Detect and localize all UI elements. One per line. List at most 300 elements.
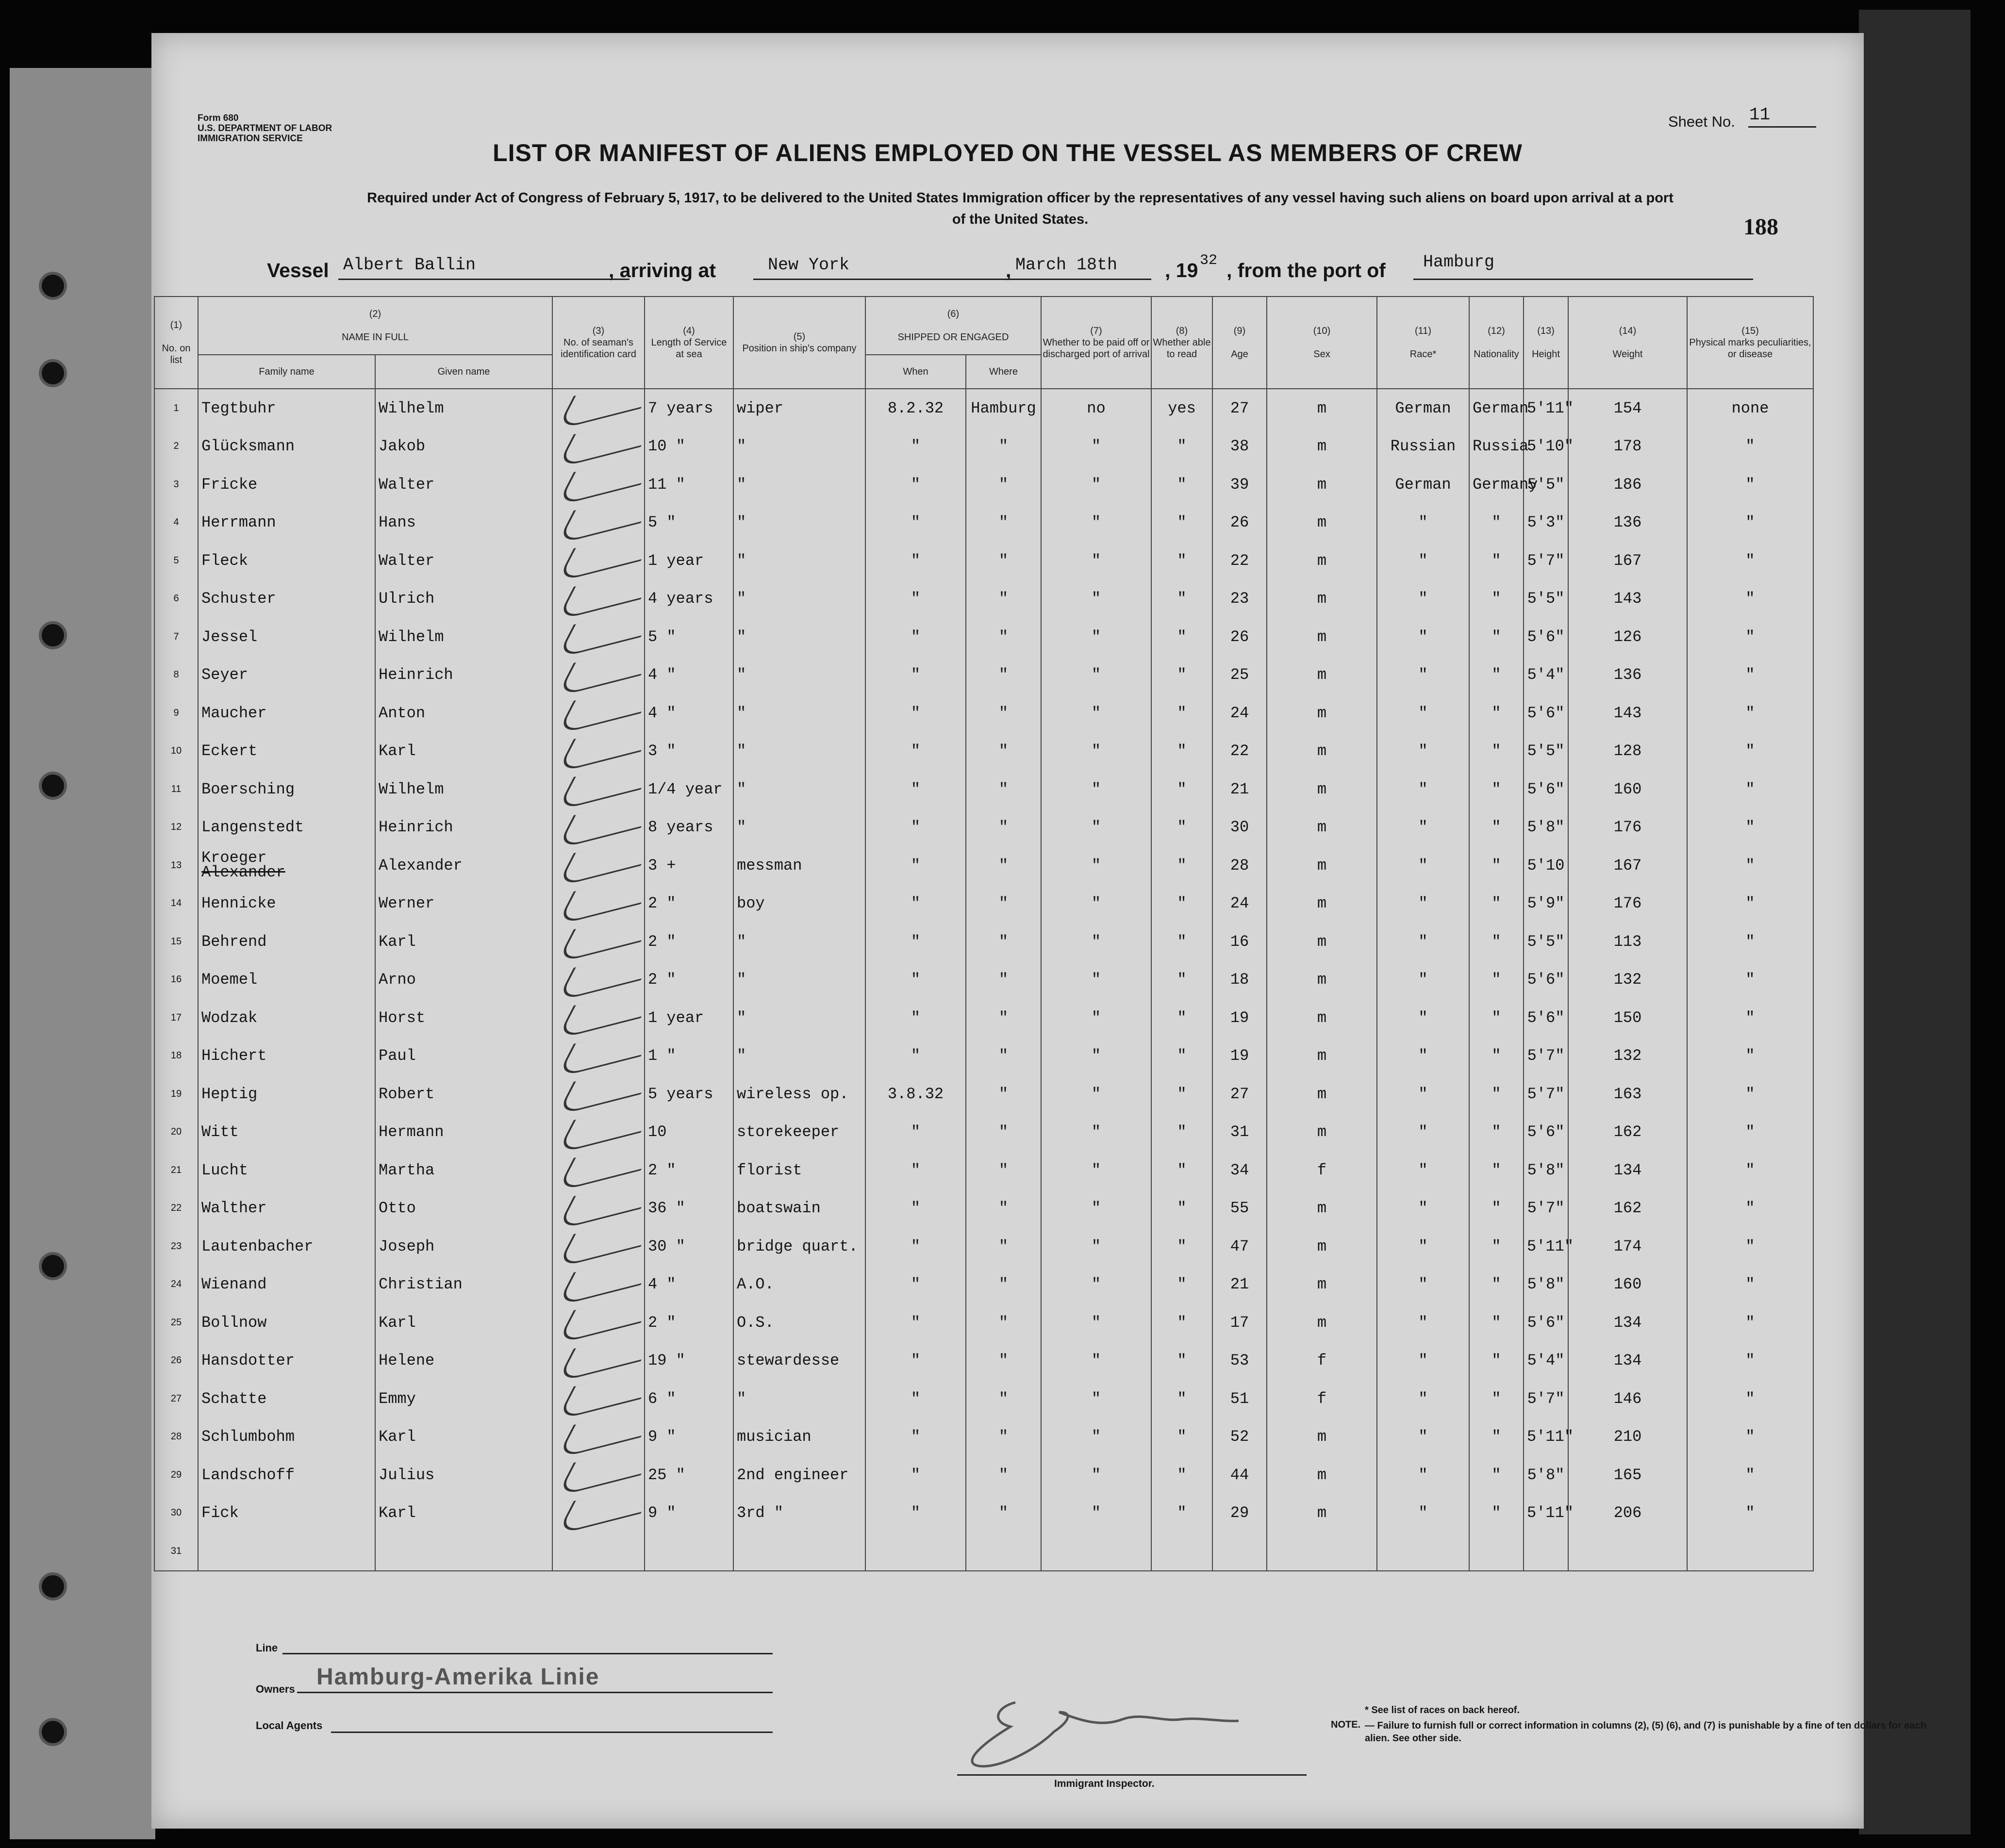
cell-weight: 167: [1568, 846, 1687, 885]
cell-height: 5'11": [1524, 1418, 1568, 1456]
cell-race: ": [1377, 1456, 1469, 1494]
cell-position: ": [733, 618, 865, 656]
comma-separator: ,: [1006, 259, 1011, 281]
punch-hole: [39, 772, 67, 800]
cell-sex: m: [1267, 694, 1377, 732]
cell-where: ": [966, 618, 1041, 656]
cell-id-card: [552, 1494, 645, 1533]
cell-when: ": [865, 808, 966, 847]
cell-height: 5'7": [1524, 542, 1568, 580]
cell-where: ": [966, 1380, 1041, 1418]
cell-given: Hermann: [375, 1113, 552, 1152]
cell-marks: none: [1687, 389, 1813, 428]
cell-when: ": [865, 732, 966, 771]
cell-paid: ": [1041, 1456, 1151, 1494]
cell-read: ": [1151, 1037, 1212, 1075]
cell-when: 3.8.32: [865, 1075, 966, 1113]
cell-marks: ": [1687, 923, 1813, 961]
table-row: [154, 1494, 1813, 1533]
cell-where: [966, 1532, 1041, 1571]
cell-paid: ": [1041, 732, 1151, 771]
cell-height: 5'7": [1524, 1075, 1568, 1113]
cell-given: Walter: [375, 465, 552, 504]
cell-sex: m: [1267, 1075, 1377, 1113]
cell-when: ": [865, 1227, 966, 1266]
page-title: LIST OR MANIFEST OF ALIENS EMPLOYED ON THE VESSEL AS MEMBERS OF CREW: [493, 139, 1523, 166]
cell-paid: ": [1041, 1380, 1151, 1418]
cell-family: Hennicke: [198, 885, 375, 923]
table-row: [154, 1075, 1813, 1113]
cell-service: 36 ": [645, 1189, 733, 1228]
cell-given: Heinrich: [375, 808, 552, 847]
cell-height: 5'8": [1524, 1151, 1568, 1189]
cell-nationality: ": [1469, 1075, 1524, 1113]
cell-position: ": [733, 732, 865, 771]
cell-when: ": [865, 1456, 966, 1494]
cell-paid: ": [1041, 1037, 1151, 1075]
header-where: Where: [966, 355, 1041, 389]
header-given-name: Given name: [375, 355, 552, 389]
arriving-label: , arriving at: [609, 259, 716, 281]
cell-weight: [1568, 1532, 1687, 1571]
cell-service: 9 ": [645, 1418, 733, 1456]
cell-given: Hans: [375, 504, 552, 542]
cell-no: 21: [154, 1151, 198, 1189]
cell-given: Wilhelm: [375, 389, 552, 428]
cell-where: Hamburg: [966, 389, 1041, 428]
cell-position: ": [733, 465, 865, 504]
cell-service: 11 ": [645, 465, 733, 504]
cell-given: Horst: [375, 999, 552, 1037]
cell-where: ": [966, 732, 1041, 771]
cell-service: 2 ": [645, 1304, 733, 1342]
cell-weight: 136: [1568, 656, 1687, 694]
cell-service: 2 ": [645, 1151, 733, 1189]
cell-height: 5'3": [1524, 504, 1568, 542]
cell-position: 3rd ": [733, 1494, 865, 1533]
cell-no: 28: [154, 1418, 198, 1456]
cell-race: [1377, 1532, 1469, 1571]
cell-service: 10 ": [645, 428, 733, 466]
header-weight: (14) Weight: [1568, 297, 1687, 389]
cell-where: ": [966, 465, 1041, 504]
cell-position: ": [733, 923, 865, 961]
cell-height: 5'6": [1524, 618, 1568, 656]
cell-weight: 176: [1568, 885, 1687, 923]
cell-weight: 162: [1568, 1189, 1687, 1228]
cell-when: [865, 1532, 966, 1571]
cell-family: Bollnow: [198, 1304, 375, 1342]
table-row: [154, 961, 1813, 999]
cell-position: ": [733, 999, 865, 1037]
cell-weight: 150: [1568, 999, 1687, 1037]
cell-where: ": [966, 1113, 1041, 1152]
cell-position: boy: [733, 885, 865, 923]
cell-sex: m: [1267, 1189, 1377, 1228]
table-row: [154, 1037, 1813, 1075]
cell-read: ": [1151, 694, 1212, 732]
cell-read: ": [1151, 580, 1212, 618]
cell-race: ": [1377, 1037, 1469, 1075]
cell-position: 2nd engineer: [733, 1456, 865, 1494]
cell-no: 30: [154, 1494, 198, 1533]
cell-nationality: Russia: [1469, 428, 1524, 466]
cell-no: 11: [154, 770, 198, 808]
cell-family: Fick: [198, 1494, 375, 1533]
cell-where: ": [966, 542, 1041, 580]
cell-nationality: ": [1469, 504, 1524, 542]
cell-sex: m: [1267, 1456, 1377, 1494]
cell-where: ": [966, 1342, 1041, 1380]
cell-height: 5'6": [1524, 999, 1568, 1037]
cell-race: ": [1377, 999, 1469, 1037]
cell-service: 2 ": [645, 923, 733, 961]
cell-family: Tegtbuhr: [198, 389, 375, 428]
cell-nationality: ": [1469, 1456, 1524, 1494]
cell-weight: 186: [1568, 465, 1687, 504]
header-age: (9) Age: [1212, 297, 1267, 389]
cell-read: ": [1151, 1113, 1212, 1152]
cell-when: ": [865, 1342, 966, 1380]
header-family-name: Family name: [198, 355, 375, 389]
cell-marks: ": [1687, 961, 1813, 999]
cell-paid: ": [1041, 1342, 1151, 1380]
cell-race: German: [1377, 389, 1469, 428]
cell-age: 26: [1212, 618, 1267, 656]
cell-where: ": [966, 1189, 1041, 1228]
cell-given: Werner: [375, 885, 552, 923]
cell-read: ": [1151, 1456, 1212, 1494]
cell-position: O.S.: [733, 1304, 865, 1342]
cell-marks: [1687, 1532, 1813, 1571]
cell-nationality: ": [1469, 846, 1524, 885]
cell-age: 26: [1212, 504, 1267, 542]
header-height: (13) Height: [1524, 297, 1568, 389]
cell-age: 31: [1212, 1113, 1267, 1152]
cell-position: A.O.: [733, 1266, 865, 1304]
cell-read: ": [1151, 732, 1212, 771]
punch-hole: [39, 1718, 67, 1746]
cell-given: Walter: [375, 542, 552, 580]
cell-paid: ": [1041, 656, 1151, 694]
cell-race: ": [1377, 1494, 1469, 1533]
cell-position: ": [733, 542, 865, 580]
cell-age: 39: [1212, 465, 1267, 504]
races-note: * See list of races on back hereof.: [1365, 1705, 1520, 1716]
cell-nationality: ": [1469, 542, 1524, 580]
cell-no: 24: [154, 1266, 198, 1304]
cell-service: 4 years: [645, 580, 733, 618]
owners-underline: [297, 1692, 773, 1693]
header-able-to-read: (8) Whether able to read: [1151, 297, 1212, 389]
cell-no: 17: [154, 999, 198, 1037]
cell-sex: m: [1267, 1113, 1377, 1152]
cell-race: ": [1377, 1266, 1469, 1304]
stamped-page-number: 188: [1743, 214, 1778, 240]
sheet-number-underline: [1748, 126, 1816, 128]
cell-family: Behrend: [198, 923, 375, 961]
cell-weight: 178: [1568, 428, 1687, 466]
cell-given: Karl: [375, 1418, 552, 1456]
cell-where: ": [966, 885, 1041, 923]
cell-height: [1524, 1532, 1568, 1571]
cell-age: 34: [1212, 1151, 1267, 1189]
cell-race: ": [1377, 504, 1469, 542]
cell-weight: 128: [1568, 732, 1687, 771]
cell-nationality: ": [1469, 1227, 1524, 1266]
cell-read: ": [1151, 999, 1212, 1037]
cell-service: 1 ": [645, 1037, 733, 1075]
cell-when: ": [865, 846, 966, 885]
cell-where: ": [966, 580, 1041, 618]
table-row: [154, 1227, 1813, 1266]
cell-nationality: ": [1469, 656, 1524, 694]
cell-age: 25: [1212, 656, 1267, 694]
cell-given: Christian: [375, 1266, 552, 1304]
cell-age: 30: [1212, 808, 1267, 847]
cell-paid: ": [1041, 1418, 1151, 1456]
punch-hole: [39, 621, 67, 649]
cell-service: 8 years: [645, 808, 733, 847]
cell-marks: ": [1687, 1189, 1813, 1228]
cell-nationality: Germany: [1469, 465, 1524, 504]
cell-no: 22: [154, 1189, 198, 1228]
cell-position: ": [733, 580, 865, 618]
cell-when: ": [865, 1494, 966, 1533]
cell-given: Heinrich: [375, 656, 552, 694]
cell-service: 19 ": [645, 1342, 733, 1380]
cell-sex: m: [1267, 618, 1377, 656]
cell-when: ": [865, 580, 966, 618]
header-when: When: [865, 355, 966, 389]
cell-height: 5'11": [1524, 1227, 1568, 1266]
cell-race: ": [1377, 923, 1469, 961]
inspector-signature: [957, 1693, 1258, 1770]
sheet-number-label: Sheet No.: [1668, 113, 1735, 130]
cell-sex: m: [1267, 846, 1377, 885]
cell-paid: ": [1041, 1113, 1151, 1152]
cell-read: yes: [1151, 389, 1212, 428]
cell-sex: m: [1267, 732, 1377, 771]
owners-label: Owners: [256, 1683, 295, 1695]
cell-paid: ": [1041, 1494, 1151, 1533]
cell-where: ": [966, 1456, 1041, 1494]
cell-when: ": [865, 885, 966, 923]
cell-sex: m: [1267, 428, 1377, 466]
cell-read: ": [1151, 542, 1212, 580]
cell-when: ": [865, 694, 966, 732]
cell-marks: ": [1687, 732, 1813, 771]
cell-age: 18: [1212, 961, 1267, 999]
table-row: [154, 1304, 1813, 1342]
arrival-underline: [753, 279, 1006, 280]
cell-nationality: ": [1469, 1342, 1524, 1380]
cell-nationality: ": [1469, 885, 1524, 923]
table-row: [154, 1151, 1813, 1189]
cell-family: Lucht: [198, 1151, 375, 1189]
cell-service: 5 ": [645, 504, 733, 542]
cell-marks: ": [1687, 428, 1813, 466]
cell-race: ": [1377, 1151, 1469, 1189]
cell-sex: m: [1267, 1304, 1377, 1342]
cell-height: 5'6": [1524, 770, 1568, 808]
cell-sex: m: [1267, 389, 1377, 428]
cell-service: 7 years: [645, 389, 733, 428]
cell-family: Fleck: [198, 542, 375, 580]
cell-marks: ": [1687, 1075, 1813, 1113]
cell-sex: m: [1267, 961, 1377, 999]
cell-marks: ": [1687, 1227, 1813, 1266]
cell-position: ": [733, 1037, 865, 1075]
cell-nationality: ": [1469, 999, 1524, 1037]
cell-position: ": [733, 656, 865, 694]
cell-sex: m: [1267, 465, 1377, 504]
cell-race: ": [1377, 618, 1469, 656]
scan-backing-right: [1859, 10, 1971, 1834]
cell-height: 5'8": [1524, 1266, 1568, 1304]
cell-service: 2 ": [645, 885, 733, 923]
inspector-underline: [957, 1774, 1307, 1776]
cell-position: florist: [733, 1151, 865, 1189]
cell-where: ": [966, 694, 1041, 732]
cell-nationality: ": [1469, 1304, 1524, 1342]
cell-family: Hansdotter: [198, 1342, 375, 1380]
header-list-number: (1) No. on list: [154, 297, 198, 389]
cell-nationality: ": [1469, 1266, 1524, 1304]
cell-read: ": [1151, 1075, 1212, 1113]
cell-service: 10: [645, 1113, 733, 1152]
cell-height: 5'6": [1524, 1113, 1568, 1152]
cell-marks: ": [1687, 1151, 1813, 1189]
cell-height: 5'10": [1524, 428, 1568, 466]
cell-weight: 174: [1568, 1227, 1687, 1266]
cell-no: 18: [154, 1037, 198, 1075]
vessel-underline: [338, 279, 630, 280]
cell-sex: m: [1267, 923, 1377, 961]
cell-race: ": [1377, 961, 1469, 999]
cell-position: ": [733, 694, 865, 732]
cell-position: wireless op.: [733, 1075, 865, 1113]
cell-nationality: ": [1469, 1189, 1524, 1228]
cell-where: ": [966, 1151, 1041, 1189]
cell-read: ": [1151, 656, 1212, 694]
cell-nationality: ": [1469, 618, 1524, 656]
cell-race: ": [1377, 1075, 1469, 1113]
cell-paid: ": [1041, 1075, 1151, 1113]
cell-age: 52: [1212, 1418, 1267, 1456]
cell-race: ": [1377, 885, 1469, 923]
cell-given: Karl: [375, 1304, 552, 1342]
cell-no: 16: [154, 961, 198, 999]
cell-sex: [1267, 1532, 1377, 1571]
cell-family: Boersching: [198, 770, 375, 808]
cell-marks: ": [1687, 1342, 1813, 1380]
cell-family: Heptig: [198, 1075, 375, 1113]
cell-race: Russian: [1377, 428, 1469, 466]
cell-age: 23: [1212, 580, 1267, 618]
cell-sex: m: [1267, 770, 1377, 808]
cell-marks: ": [1687, 1113, 1813, 1152]
table-row: [154, 580, 1813, 618]
cell-read: ": [1151, 923, 1212, 961]
cell-age: 16: [1212, 923, 1267, 961]
cell-read: ": [1151, 1494, 1212, 1533]
cell-position: ": [733, 428, 865, 466]
cell-when: ": [865, 1189, 966, 1228]
table-row: [154, 1342, 1813, 1380]
cell-age: 44: [1212, 1456, 1267, 1494]
cell-service: 4 ": [645, 1266, 733, 1304]
cell-given: Wilhelm: [375, 618, 552, 656]
table-row: [154, 656, 1813, 694]
cell-age: 51: [1212, 1380, 1267, 1418]
cell-family: Jessel: [198, 618, 375, 656]
cell-no: 9: [154, 694, 198, 732]
table-row: [154, 808, 1813, 847]
table-row: [154, 1189, 1813, 1228]
cell-family: Lautenbacher: [198, 1227, 375, 1266]
cell-where: ": [966, 1494, 1041, 1533]
cell-sex: m: [1267, 885, 1377, 923]
cell-paid: ": [1041, 1151, 1151, 1189]
cell-age: 38: [1212, 428, 1267, 466]
cell-when: ": [865, 1380, 966, 1418]
cell-race: ": [1377, 694, 1469, 732]
cell-read: ": [1151, 428, 1212, 466]
cell-marks: ": [1687, 1304, 1813, 1342]
cell-race: ": [1377, 542, 1469, 580]
cell-sex: m: [1267, 999, 1377, 1037]
cell-no: 14: [154, 885, 198, 923]
cell-no: 13: [154, 846, 198, 885]
cell-paid: ": [1041, 808, 1151, 847]
cell-where: ": [966, 770, 1041, 808]
cell-position: wiper: [733, 389, 865, 428]
cell-nationality: ": [1469, 923, 1524, 961]
cell-service: 1/4 year: [645, 770, 733, 808]
cell-weight: 167: [1568, 542, 1687, 580]
cell-when: ": [865, 961, 966, 999]
cell-sex: m: [1267, 808, 1377, 847]
cell-weight: 162: [1568, 1113, 1687, 1152]
cell-age: 29: [1212, 1494, 1267, 1533]
cell-race: ": [1377, 1380, 1469, 1418]
cell-paid: ": [1041, 465, 1151, 504]
cell-position: ": [733, 808, 865, 847]
punch-hole: [39, 1572, 67, 1600]
cell-when: ": [865, 1037, 966, 1075]
cell-paid: ": [1041, 961, 1151, 999]
cell-marks: ": [1687, 1456, 1813, 1494]
cell-paid: ": [1041, 542, 1151, 580]
cell-family: Schatte: [198, 1380, 375, 1418]
cell-height: 5'9": [1524, 885, 1568, 923]
cell-nationality: ": [1469, 1418, 1524, 1456]
cell-read: ": [1151, 1380, 1212, 1418]
cell-paid: ": [1041, 770, 1151, 808]
cell-read: ": [1151, 846, 1212, 885]
cell-age: 22: [1212, 542, 1267, 580]
cell-marks: ": [1687, 999, 1813, 1037]
cell-weight: 146: [1568, 1380, 1687, 1418]
service-name: IMMIGRATION SERVICE: [198, 133, 303, 144]
cell-service: 1 year: [645, 999, 733, 1037]
cell-sex: f: [1267, 1380, 1377, 1418]
cell-paid: ": [1041, 694, 1151, 732]
cell-where: ": [966, 1075, 1041, 1113]
family-name-struck: Alexander: [201, 863, 285, 882]
table-row: [154, 1266, 1813, 1304]
